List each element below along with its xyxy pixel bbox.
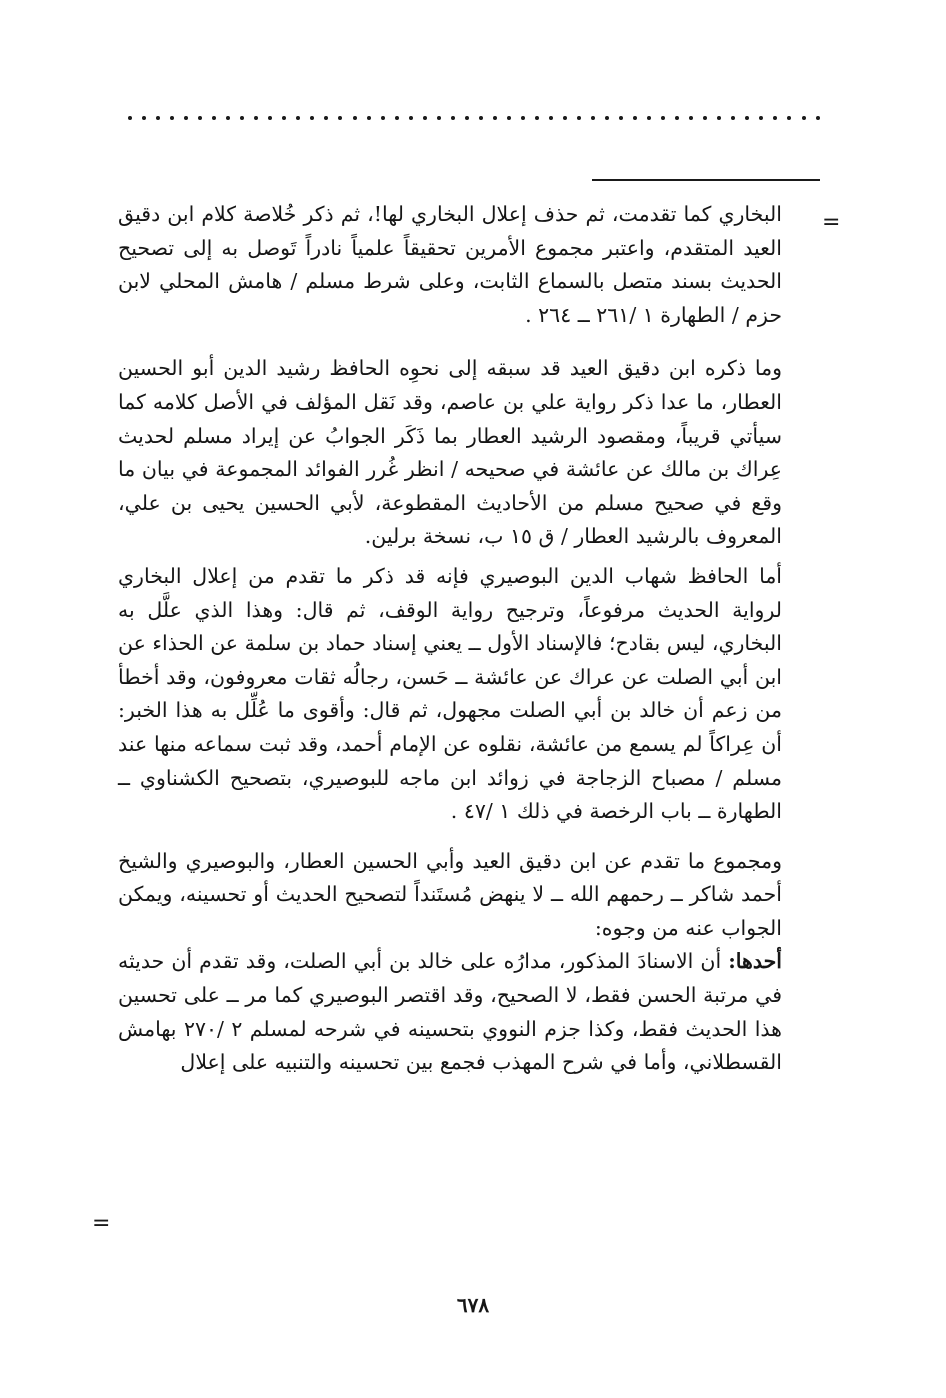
paragraph-lead-word: أحدها:	[728, 949, 782, 974]
footnote-paragraph-4: ومجموع ما تقدم عن ابن دقيق العيد وأبي الحسين العطار، والبوصيري والشيخ أحمد شاكر ــ رحمهم الله ــ لا ينهض مُستَنداً لتصحيح الحديث أو تحسينه، ويمكن الجواب عنه من وجوه:	[118, 848, 782, 940]
footnote-paragraph-1: البخاري كما تقدمت، ثم حذف إعلال البخاري لها!، ثم ذكر خُلاصة كلام ابن دقيق العيد المتقدم، واعتبر مجموع الأمرين تحقيقاً علمياً نادراً تَوصل به إلى تصحيح الحديث بسند متصل بالسماع الثابت، وعلى شرط مسلم / هامش المحلي لابن حزم / الطهارة ١ /٢٦١ ــ ٢٦٤ .	[118, 202, 782, 327]
footnote-paragraph-3: أما الحافظ شهاب الدين البوصيري فإنه قد ذكر ما تقدم من إعلال البخاري لرواية الحديث مرفوعاً، وترجيح رواية الوقف، ثم قال: وهذا الذي علَّل به البخاري، ليس بقادح؛ فالإسناد الأول ــ يعني إسناد حماد بن سلمة عن الحذاء عن ابن أبي الصلت عن عراك عن عائشة ــ حَسن، رجالُه ثقات معروفون، وقد أخطأ من زعم أن خالد بن أبي الصلت مجهول، ثم قال: وأقوى ما عُلِّل به هذا الخبر: أن عِراكاً لم يسمع من عائشة، نقلوه عن الإمام أحمد، وقد ثبت سماعه منها عند مسلم / مصباح الزجاجة في زوائد ابن ماجه للبوصيري، بتصحيح الكشناوي ــ الطهارة ــ باب الرخصة في ذلك ١ /٤٧ .	[118, 563, 782, 824]
paragraph-text: أن الاسنادَ المذكور، مدارُه على خالد بن أبي الصلت، وقد تقدم أن حديثه في مرتبة الحسن فقط، لا الصحيح، وقد اقتصر البوصيري كما مر ــ على تحسين هذا الحديث فقط، وكذا جزم النووي بتحسينه في شرحه لمسلم ٢ /٢٧٠ بهامش القسطلاني، وأما في شرح المهذب فجمع بين تحسينه والتنبيه على إعلال	[118, 949, 782, 1075]
continuation-mark-top: =	[822, 210, 841, 235]
footnote-paragraph-5	[118, 945, 782, 1079]
footnote-paragraph-2: وما ذكره ابن دقيق العيد قد سبقه إلى نحوِه الحافظ رشيد الدين أبو الحسين العطار، ما عدا ذكر رواية علي بن عاصم، وقد نَقل المؤلف في الأصل كلامه كما سيأتي قريباً، ومقصود الرشيد العطار بما ذَكَر الجوابُ عن إيراد مسلم لحديث عِراك بن مالك عن عائشة في صحيحه / انظر غُرر الفوائد المجموعة في بيان ما وقع في صحيح مسلم من الأحاديث المقطوعة، لأبي الحسين يحيى بن علي، المعروف بالرشيد العطار / ق ١٥ ب، نسخة برلين.	[118, 356, 782, 549]
page-number: ٦٧٨	[456, 1293, 490, 1317]
continuation-mark-bottom: =	[92, 1211, 111, 1236]
footnote-rule	[592, 179, 820, 181]
footnote-body	[118, 198, 782, 1080]
dotted-separator	[128, 108, 820, 128]
